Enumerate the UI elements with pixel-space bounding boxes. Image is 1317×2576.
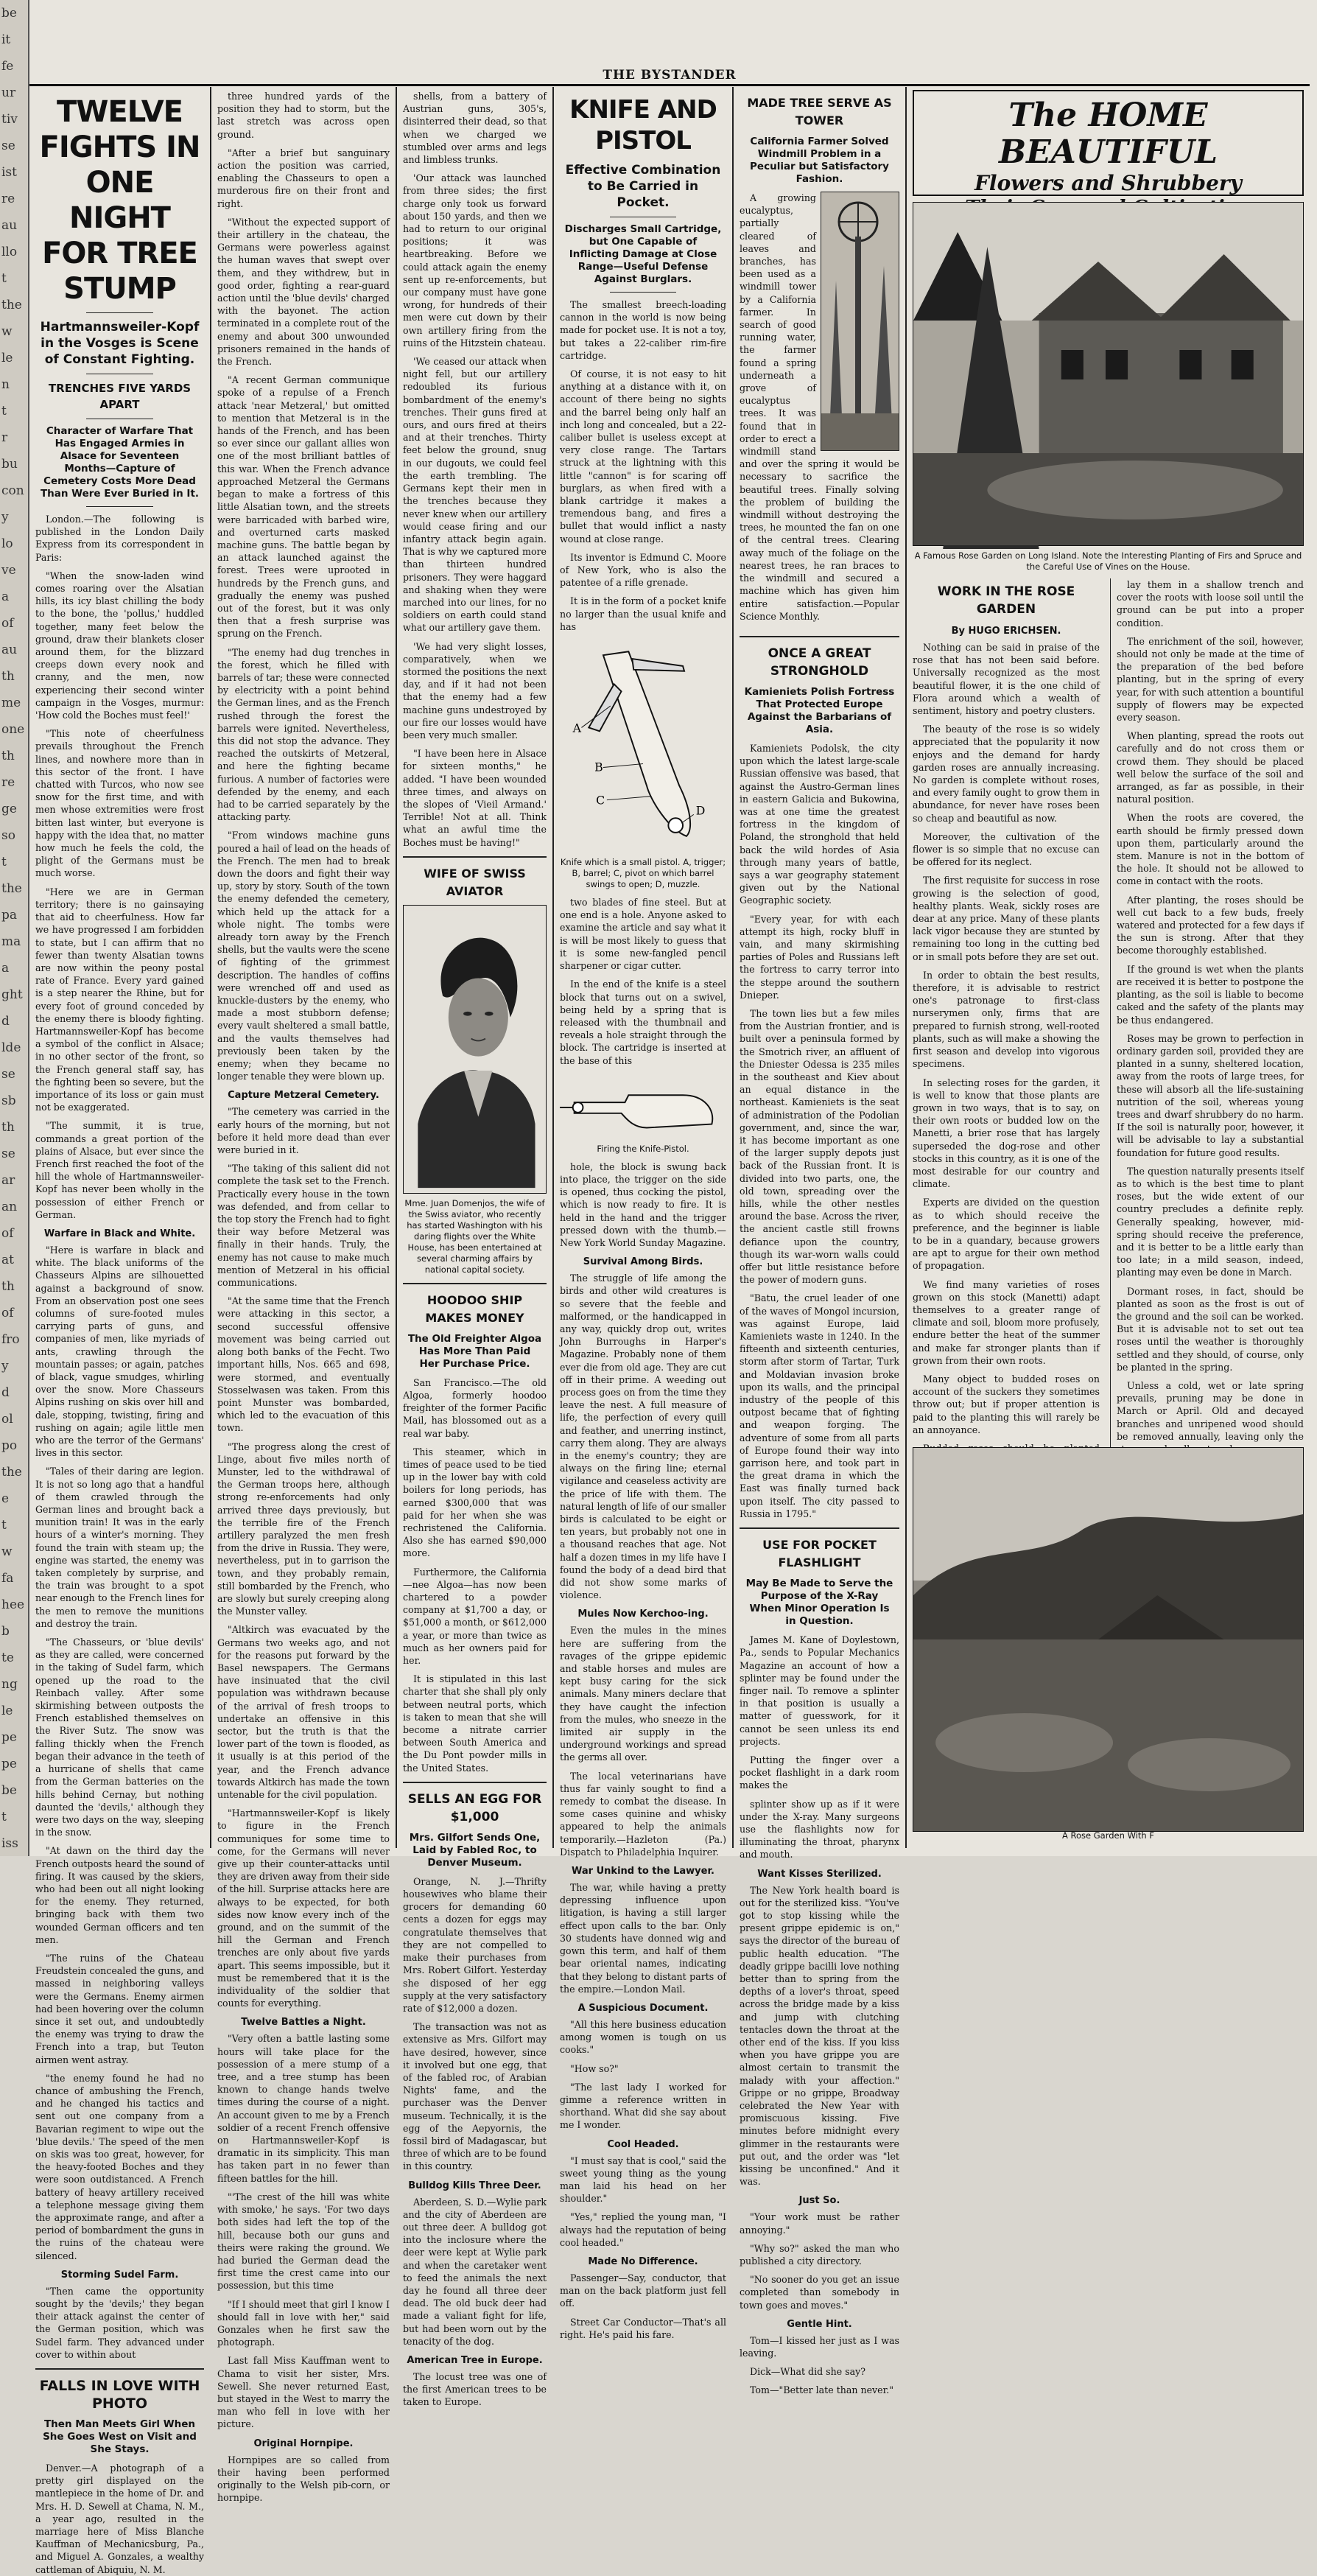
edge-fragment: se	[1, 139, 15, 153]
paragraph: London.—The following is published in the London Daily Express from its correspondent in Paris:	[35, 514, 204, 563]
paragraph: "The progress along the crest of Linge, about five miles north of Munster, led to the withdrawal of the German troops here, although strong re-enforcements had only arrived three days previously, but the terrible fire of the French artillery paralyzed the men fresh from the drive in Russia. They were, nevertheless, put in to garrison the town, and they probably remain, still bombarded by the French, who are slowly but surely creeping along the Munster valley.	[217, 1441, 390, 1617]
figure-label-a: A	[572, 721, 582, 735]
edge-fragment: the	[1, 1465, 22, 1480]
divider	[403, 856, 547, 858]
hand-illustration	[560, 1073, 726, 1139]
paragraph: splinter show up as if it were under the X-ray. Many surgeons use the flashlights now for illuminating the throat, pharynx and mouth.	[740, 1798, 899, 1861]
paragraph: "Very often a battle lasting some hours will take place for the possession of a mere stump of a tree, and a tree stump has been known to change hands twelve times during the course of a night. An account given to me by a French soldier of a recent French offensive on Hartmannsweiler-Kopf is dramatic in its simplicity. This man has taken part in no fewer than fifteen battles for the hill.	[217, 2033, 390, 2184]
article-body	[740, 1884, 899, 2188]
portrait-illustration	[404, 906, 546, 1193]
edge-fragment: be	[1, 1783, 17, 1798]
edge-fragment: it	[1, 32, 11, 47]
edge-fragment: th	[1, 1120, 15, 1135]
edge-fragment: pe	[1, 1757, 17, 1771]
edge-fragment: re	[1, 192, 15, 206]
article-body	[560, 1161, 726, 1249]
article-body	[560, 298, 726, 633]
paragraph: "If I should meet that girl I know I should fall in love with her," said Gonzales when he first saw the photograph.	[217, 2298, 390, 2348]
headline-knife-and-pistol: KNIFE AND PISTOL	[569, 95, 717, 155]
subhead-kisses: Want Kisses Sterilized.	[757, 1868, 882, 1880]
paragraph: lay them in a shallow trench and cover the roots with loose soil until the ground can be put into a proper condition.	[1117, 579, 1304, 629]
banner-subtitle: Flowers and Shrubbery	[974, 171, 1242, 195]
paragraph: Putting the finger over a pocket flashlight in a dark room makes the	[740, 1754, 899, 1791]
paragraph: "At the same time that the French were attacking in this sector, a second successful offensive movement was being carried out along both banks of the Fecht. Two important hills, Nos. 665 and 698, were stormed, and eventually Stosselwasen was taken. From this point Munster was bombarded, which led to the evacuation of this town.	[217, 1295, 390, 1434]
rose-garden-photo	[913, 202, 1304, 546]
house-garden-illustration	[913, 203, 1303, 545]
paragraph: Dormant roses, in fact, should be planted as soon as the frost is out of the ground and the soil can be worked. But it is advisable not to set out tea roses until the weather is thoroughly settled and they should, of course, only be planted in the spring.	[1117, 1285, 1304, 1373]
paragraph: In selecting roses for the garden, it is well to know that those plants are grown in two ways, that is to say, on their own roots or budded low on the Manetti, a brier rose that has largely superseded the dog-rose and other stocks in this country, as it is one of the most desirable for our country and climate.	[913, 1077, 1100, 1190]
figure-label-c: C	[596, 793, 605, 808]
paragraph: Hornpipes are so called from their having been performed originally to the Welsh pib-corn, or hornpipe.	[217, 2454, 390, 2504]
edge-fragment: sb	[1, 1093, 16, 1108]
subhead-american-tree: American Tree in Europe.	[407, 2354, 543, 2366]
article-body	[740, 742, 899, 1520]
paragraph: The New York health board is out for the sterilized kiss. "You've got to stop kissing while the present grippe epidemic is on," says the director of the bureau of public health education. "The deadly grippe bacilli love nothing better than to spring from the depths of a lover's throat, speed across the bridge made by a kiss and jump with clutching tentacles down the throat at the other end of the kiss. If you kiss when you have grippe you are almost certain to transmit the malady with your affection." Grippe or no grippe, Broadway celebrated the New Year with promiscuous kissing. Five minutes before midnight every glimmer in the restaurants were put out, and the order was "let kissing be unconfined." And it was.	[740, 1884, 899, 2188]
edge-fragment: t	[1, 855, 7, 869]
edge-fragment: lde	[1, 1040, 21, 1055]
edge-fragment: ma	[1, 934, 21, 949]
article-body	[560, 1881, 726, 1995]
paragraph: "the enemy found he had no chance of ambushing the French, and he changed his tactics and sent out one company from a Bavarian regiment to wipe out the 'blue devils.' The speed of the men on skis was too great, however, for the heavy-footed Boches and they were soon outdistanced. A French battery of heavy artillery received a telephone message giving them the approximate range, and after a period of bombardment the guns in the ruins of the chateau were silenced.	[35, 2072, 204, 2261]
paragraph: The town lies but a few miles from the Austrian frontier, and is built over a peninsula formed by the Smotrich river, an affluent of the Dniester Odessa is 235 miles in the southeast and Kiev about an equal distance in the northeast. Kamieniets is the seat of administration of the Podolian government, and, since the war, it has become important as one of the larger supply depots just back of the Russian front. It is divided into two parts, one, the old town, spreading over the hills, while the other nestles around the base. Across the river, the ancient castle still frowns defiance upon the country, though its war-worn walls could offer but little resistance before the power of modern guns.	[740, 1007, 899, 1286]
paragraph: A growing eucalyptus, partially cleared of leaves and branches, has been used as a windmill tower by a California farmer. In search of good running water, the farmer found a spring underneath a grove of eucalyptus trees. It was found that in order to erect a windmill stand and over the spring it would be necessary to sacrifice the beautiful trees. Finally solving the problem of building the windmill without destroying the trees, he mounted the fan on one of the central trees. Clearing away much of the foliage on the nearest trees, he ran braces to the windmill and secured a machine which has given him entire satisfaction.—Popular Science Monthly.	[740, 192, 899, 622]
article-body	[740, 2211, 899, 2311]
article-body	[403, 1376, 547, 1774]
divider	[86, 312, 154, 313]
edge-fragment: th	[1, 1279, 15, 1294]
paragraph: Dick—What did she say?	[750, 2366, 866, 2378]
paragraph: Furthermore, the California—nee Algoa—has now been chartered to a powder company at $1,700 a day, or $51,000 a month, or $612,000 a year, or more than twice as much as her owners paid for her.	[403, 1566, 547, 1667]
edge-fragment: le	[1, 1704, 13, 1718]
edge-fragment: w	[1, 324, 13, 339]
edge-fragment: fe	[1, 59, 14, 74]
article-body	[35, 2462, 204, 2576]
edge-fragment: fa	[1, 1571, 14, 1586]
paragraph: Even the mules in the mines here are suffering from the ravages of the grippe epidemic and stable horses and mules are kept busy caring for the sick animals. Many miners declare that they have caught the infection from the mules, who sneeze in the limited air supply in the underground workings and spread the germs all over.	[560, 1625, 726, 1763]
edge-fragment: pe	[1, 1730, 17, 1745]
paragraph: Last fall Miss Kauffman went to Chama to visit her sister, Mrs. Sewell. She never returned East, but stayed in the West to marry the man who fell in love with her picture.	[217, 2355, 390, 2430]
paragraph: This steamer, which in times of peace used to be tied up in the lower bay with cold boilers for long periods, has earned $300,000 that was paid for her when she was rechristened the California. Also she has earned $90,000 more.	[403, 1446, 547, 1559]
edge-fragment: t	[1, 271, 7, 286]
paragraph: "The Chasseurs, or 'blue devils' as they are called, were concerned in the taking of Sudel farm, which opened up the road to the Reinbach valley. After some skirmishing between outposts the French established themselves on the River Sutz. The snow was falling thickly when the French began their advance in the teeth of a hurricane of shells that came from the German batteries on the hills behind Cernay, but nothing daunted the 'devils,' although they were two days on the way, sleeping in the snow.	[35, 1637, 204, 1838]
paragraph: The struggle of life among the birds and other wild creatures is so severe that the feeble and malformed, or the handicapped in any way, quickly drop out, writes John Burroughs in Harper's Magazine. Probably none of them ever die from old age. They are cut off in their prime. A weeding out process goes on from the time they leave the nest. A full measure of life, the perfection of every quill and feather, and unerring instinct, carry them along. They are always in the enemy's country; they are always on the firing line; eternal vigilance and ceaseless activity are the price of life with them. The natural length of life of our smaller birds is calculated to be eight or ten years, but probably not one in a thousand reaches that age. Not half a dozen times in my life have I found the body of a dead bird that did not show some marks of violence.	[560, 1273, 726, 1601]
paragraph: hole, the block is swung back into place, the trigger on the side is opened, thus cocking the pistol, which is now ready to fire. It is held in the hand and the trigger pressed down with the thumb.—New York World Sunday Magazine.	[560, 1161, 726, 1248]
paragraph: "Batu, the cruel leader of one of the waves of Mongol incursion, was against Europe, laid Kamieniets waste in 1240. In the fifteenth and sixteenth centuries, storm after storm of Tartar, Turk and Moldavian invasion broke upon its walls, and the principal industry of the people of this outpost became that of fighting and weapon forging. The adventure of some from all parts of Europe found their way into garrison here, and took part in the great drama in which the East was finally turned back upon itself. The city passed to Russia in 1795."	[740, 1292, 899, 1519]
garden-illustration	[913, 1448, 1303, 1831]
paragraph: Tom—"Better late than never."	[750, 2384, 894, 2396]
edge-fragment: th	[1, 669, 15, 684]
edge-fragment: of	[1, 616, 14, 631]
edge-fragment: au	[1, 218, 18, 233]
paragraph: Aberdeen, S. D.—Wylie park and the city of Aberdeen are out three deer. A bulldog got into the inclosure where the deer were kept at Wylie park and when the caretaker went to feed the animals the next day he found all three deer dead. The old buck deer had made a valiant fight for life, but had been worn out by the tenacity of the dog.	[403, 2196, 547, 2347]
edge-fragment: t	[1, 1518, 7, 1533]
paragraph: Denver.—A photograph of a pretty girl displayed on the mantlepiece in the home of Dr. and Mrs. H. D. Sewell at Chama, N. M., a year ago, resulted in the marriage here of Miss Blanche Kauffman of Mechanicsburg, Pa., and Miguel A. Gonzales, a wealthy cattleman of Abiquiu, N. M.	[35, 2463, 204, 2575]
edge-fragment: iss	[1, 1836, 18, 1851]
edge-fragment: of	[1, 1306, 14, 1320]
paragraph: three hundred yards of the position they had to storm, but the last stretch was across open ground.	[217, 91, 390, 140]
paragraph: "The enemy had dug trenches in the forest, which he filled with barrels of tar; these were connected by electricity with a point behind the German lines, and as the French rushed through the forest the barrels were ignited. Nevertheless, this did not stop the advance. They reached the outskirts of Metzeral, and here the fighting became furious. A number of factories were defended by the enemy, and each had to be carried separately by the attacking party.	[217, 646, 390, 823]
deck2-knife-and-pistol: Discharges Small Cartridge, but One Capable of Inflicting Damage at Close Range—Useful Defense Against Burglars.	[564, 223, 722, 285]
subhead-just-so: Just So.	[798, 2195, 840, 2207]
divider	[86, 506, 154, 507]
paragraph: The local veterinarians have thus far vainly sought to find a remedy to combat the disease. In some cases quinine and whisky appeared to help the animals temporarily.—Hazleton (Pa.) Dispatch to Philadelphia Inquirer.	[560, 1770, 726, 1858]
edge-fragment: e	[1, 1491, 10, 1506]
paragraph: "The summit, it is true, commands a great portion of the plains of Alsace, but ever since the French first reached the foot of the hill the whole of Hartmannsweiler-Kopf has never been wholly in the possession of either French or German.	[35, 1120, 204, 1220]
edge-fragment: at	[1, 1253, 14, 1267]
knife-pistol-figure	[560, 639, 726, 853]
article-body	[560, 2018, 726, 2132]
paragraph: "A recent German communique spoke of a repulse of a French attack 'near Metzeral,' but omitted to mention that Metzeral is in the hands of the French, and has been so ever since our gallant allies won one of the most brilliant battles of this war. When the French advance approached Metzeral the Germans began to make a fortress of this little Alsatian town, and the streets were barricaded with barbed wire, and overturned carts masked machine guns. The battle began by an attack launched against the forest. Trees were uprooted in hundreds by the French guns, and gradually the enemy was pushed out of the forest, but it was only then that a fresh surprise was sprung on the French.	[217, 374, 390, 640]
firing-figure	[560, 1073, 726, 1139]
paragraph: two blades of fine steel. But at one end is a hole. Anyone asked to examine the article and say what it is will be most likely to guess that it is some new-fangled pencil sharpener or cigar cutter.	[560, 897, 726, 972]
subhead-storming: Storming Sudel Farm.	[60, 2269, 179, 2281]
edge-fragment: so	[1, 828, 15, 843]
paragraph: "All this here business education among women is tough on us cooks."	[560, 2018, 726, 2056]
edge-fragment: ve	[1, 563, 16, 578]
headline-falls-in-love: FALLS IN LOVE WITH PHOTO	[39, 2378, 200, 2412]
paragraph: James M. Kane of Doylestown, Pa., sends to Popular Mechanics Magazine an account of how a splinter may be found under the finger nail. To remove a splinter in that position is usually a matter of guesswork, for it cannot be seen unless its end projects.	[740, 1634, 899, 1747]
rose-garden-caption: A Famous Rose Garden on Long Island. Note the Interesting Planting of Firs and Spruce and the Careful Use of Vines on the House.	[914, 550, 1302, 572]
divider	[403, 1283, 547, 1284]
paragraph: If the ground is wet when the plants are received it is better to postpone the planting, as the soil is liable to become caked and the safety of the plants may be thus endangered.	[1117, 963, 1304, 1026]
paragraph: The transaction was not as extensive as Mrs. Gilfort may have desired, however, since it involved but one egg, that of the fabled roc, of Arabian Nights' fame, and the purchaser was the Denver museum. Technically, it is the egg of the Aepyornis, the fossil bird of Madagascar, but three of which are to be found in this country.	[403, 2021, 547, 2172]
headline-flashlight: USE FOR POCKET FLASHLIGHT	[762, 1538, 877, 1570]
column-3	[397, 87, 554, 2408]
paragraph: 'We had very slight losses, comparatively, when we stormed the positions the next day, and if it had not been that the enemy had a few machine guns undestroyed by our fire our losses would have been very much smaller.	[403, 640, 547, 741]
column-1	[29, 87, 211, 2575]
edge-fragment: of	[1, 1226, 14, 1241]
paragraph: Street Car Conductor—That's all right. He's paid his fare.	[560, 2316, 726, 2340]
knife-pistol-illustration	[560, 639, 726, 853]
paragraph: "Yes," replied the young man, "I always had the reputation of being cool headed."	[560, 2211, 726, 2248]
paragraph: Unless a cold, wet or late spring prevails, pruning may be done in March or April. Old and decayed branches and unripened wood should be removed annually, leaving only the	[1117, 1379, 1304, 1442]
subhead-warfare: Warfare in Black and White.	[43, 1228, 196, 1239]
edge-fragment: fro	[1, 1332, 20, 1347]
knife-figure-caption: Knife which is a small pistol. A, trigger; B, barrel; C, pivot on which barrel swings to open; D, muzzle.	[560, 857, 726, 890]
edge-fragment: one	[1, 722, 25, 737]
rose-garden-photo-2	[913, 1447, 1304, 1832]
paragraph: Roses may be grown to perfection in ordinary garden soil, provided they are planted in a sunny, sheltered location, away from the roots of large trees, for these will absorb all the life-sustaining nutrition of the soil, whereas young trees and dwarf shrubbery do no harm. If the soil is naturally poor, however, it will be advisable to lay a substantial foundation for future good results.	[1117, 1032, 1304, 1158]
subhead-suspicious: A Suspicious Document.	[577, 2002, 709, 2014]
paragraph: "'The crest of the hill was white with smoke,' he says. 'For two days both sides had left the top of the hill, because both our guns and theirs were raking the ground. We had buried the German dead the first time the crest came into our possession, but this time	[217, 2191, 390, 2292]
article-body	[217, 2032, 390, 2430]
rose-garden-2-caption: A Rose Garden With F	[1062, 1830, 1154, 1841]
paragraph: "Every year, for with each attempt its high, rocky bluff in vain, and many skirmishing parties of Poles and Russians left the fortress to carry terror into the steppe around the southern Dnieper.	[740, 913, 899, 1001]
adjacent-page-edge	[0, 0, 29, 1856]
paragraph: shells, from a battery of Austrian guns, 305's, disinterred their dead, so that when we charged we stumbled over arms and legs and limbless trunks.	[403, 91, 547, 166]
edge-fragment: w	[1, 1544, 13, 1559]
paragraph: "Then came the opportunity sought by the 'devils;' they began their attack against the center of the German position, which was Sudel farm. They advanced under cover to within about	[35, 2285, 204, 2360]
windmill-illustration	[821, 192, 899, 450]
article-body	[217, 2454, 390, 2505]
paragraph: "The last lady I worked for gimme a reference written in shorthand. What did she say about me I wonder.	[560, 2081, 726, 2131]
banner-title: The HOME BEAUTIFUL	[998, 97, 1218, 171]
paragraph: Orange, N. J.—Thrifty housewives who blame their grocers for demanding 60 cents a dozen for eggs may congratulate themselves that they are not compelled to make their purchases from Mrs. Robert Gilfort. Yesterday she disposed of her egg supply at the very satisfactory rate of $12,000 a dozen.	[403, 1875, 547, 2014]
subhead-trenches: TRENCHES FIVE YARDS APART	[48, 382, 192, 411]
article-body	[560, 1624, 726, 1858]
paragraph: Its inventor is Edmund C. Moore of New York, who is also the patentee of a rifle grenade.	[560, 551, 726, 589]
paragraph: 'Our attack was launched from three sides; the first charge only took us forward about 150 yards, and then we had to return to our original positions; it was heartbreaking. Before we could attack again the enemy sent up re-enforcements, but our company must have gone wrong, for hundreds of their men were cut down by their own artillery firing from the ruins of the Hitzstein chateau.	[403, 172, 547, 349]
edge-fragment: me	[1, 696, 21, 710]
paragraph: San Francisco.—The old Algoa, formerly hoodoo freighter of the former Pacific Mail, has blossomed out as a real war baby.	[403, 1376, 547, 1439]
article-body	[560, 896, 726, 1067]
figure-label-d: D	[695, 803, 706, 818]
subhead-mules: Mules Now Kerchoo-ing.	[577, 1609, 709, 1620]
paragraph: "Tales of their daring are legion. It is not so long ago that a handful of them crawled through the German lines and brought back a munition train! It was in the early hours of a winter's morning. They found the train with steam up; the engine was started, the enemy was taken completely by surprise, and the train was brought to a spot near enough to the French lines for the men to remove the munitions and destroy the train.	[35, 1466, 204, 1629]
edge-fragment: a	[1, 589, 10, 604]
paragraph: "No sooner do you get an issue completed than somebody in town goes and moves."	[740, 2274, 899, 2311]
edge-fragment: d	[1, 1385, 10, 1400]
portrait-photo	[403, 905, 547, 1194]
paragraph: "How so?"	[570, 2062, 619, 2074]
paragraph: Kamieniets Podolsk, the city upon which the latest large-scale Russian offensive was based, that against the Austro-German lines in eastern Galicia and Bukowina, was at one time the greatest fortress in the kingdom of Poland, the stronghold that held back the wild hordes of Asia through many years of battle, says a war geography statement given out by the National Geographic society.	[740, 742, 899, 906]
paragraph: The enrichment of the soil, however, should not only be made at the time of the preparation of the bed before planting, but in the spring of every year, for with such attention a bountiful supply of flowers may be expected every season.	[1117, 635, 1304, 724]
paragraph: The question naturally presents itself as to which is the best time to plant roses, but the wide extent of our country precludes a definite reply. Generally speaking, however, mid-spring should receive the preference, and it is better to be a little early than too late; in a mild season, indeed, planting may even be done in March.	[1117, 1165, 1304, 1278]
paragraph: "When the snow-laden wind comes roaring over the Alsatian hills, its icy blast chilling the body to the bone, the 'pollus,' huddled together, many feet below the ground, draw their blankets closer around them, for the blizzard creeps down every nook and cranny, and the men, now experiencing their second winter campaign in the Vosges, murmur: 'How cold the Boches must feel!'	[35, 570, 204, 721]
deck-knife-and-pistol: Effective Combination to Be Carried in Pocket.	[565, 163, 721, 210]
subhead-hornpipe: Original Hornpipe.	[253, 2437, 354, 2449]
article-body	[403, 2370, 547, 2409]
edge-fragment: ist	[1, 165, 17, 180]
paragraph: It is in the form of a pocket knife no larger than the usual knife and has	[560, 595, 726, 632]
headline-sells-egg: SELLS AN EGG FOR $1,000	[407, 1791, 542, 1824]
edge-fragment: le	[1, 351, 13, 365]
paragraph: "Here we are in German territory; there is no gainsaying that aid to cheerfulness. How far we have progressed I am forbidden to state, but I can affirm that no fewer than twenty Alsatian towns are now within the peony postal rate of France. Every yard gained is a step nearer the Rhine, but for every foot of ground conceded by the enemy there is bloody fighting. Hartmannsweiler-Kopf has become a symbol of the conflict in Alsace; in no other sector of the front, so the French general staff say, has the fighting been so severe, but the importance of its loss or gain must not be exaggerated.	[35, 886, 204, 1113]
edge-fragment: the	[1, 298, 22, 312]
edge-fragment: n	[1, 377, 10, 392]
paragraph: 'We ceased our attack when night fell, but our artillery redoubled its furious bombardment of the enemy's trenches. Their guns fired at ours, and ours fired at theirs and at their trenches. Thirty feet below the ground, snug in our dugouts, we could feel the earth trembling. The Germans kept their men in the trenches because they never knew when our artillery would cease firing and our infantry attack begin again. That is why we captured more than thirteen hundred prisoners. They were haggard and shaking when they were marched into our lines, for no soldiers on earth could stand what our artillery gave them.	[403, 356, 547, 634]
edge-fragment: r	[1, 430, 8, 445]
paragraph: "This note of cheerfulness prevails throughout the French lines, and nowhere more than in this sector of the front. I have chatted with Turcos, who now see snow for the first time, and with men whose extremities were frost bitten last winter, but everyone is happy with the idea that, no matter how much he feels the cold, the plight of the Germans must be much worse.	[35, 728, 204, 879]
article-body	[1117, 578, 1304, 1455]
paragraph: "The ruins of the Chateau Freudstein concealed the guns, and massed in neighboring valleys were the Germans. Enemy airmen had been hovering over the column since it set out, and undoubtedly the enemy was trying to draw the French into a trap, but Teuton airmen went astray.	[35, 1952, 204, 2065]
headline-wife-of-aviator: WIFE OF SWISS AVIATOR	[424, 866, 526, 898]
article-body	[740, 1634, 899, 1861]
paragraph: We find many varieties of roses grown on this stock (Manetti) adapt themselves to a greater range of climate and soil, bloom more profusely, endure better the heat of the summer and make far stronger plants than if grown from their own roots.	[913, 1278, 1100, 1366]
edge-fragment: b	[1, 1624, 10, 1639]
edge-fragment: hee	[1, 1597, 25, 1612]
edge-fragment: ar	[1, 1173, 15, 1188]
article-body	[560, 1272, 726, 1601]
paragraph: "Why so?" asked the man who published a city directory.	[740, 2242, 899, 2267]
article-body	[403, 90, 547, 849]
deck-hartmannsweiler: Hartmannsweiler-Kopf in the Vosges is Scene of Constant Fighting.	[40, 320, 200, 367]
edge-fragment: llo	[1, 245, 18, 259]
edge-fragment: se	[1, 1067, 15, 1082]
edge-fragment: ng	[1, 1677, 18, 1692]
firing-caption: Firing the Knife-Pistol.	[597, 1143, 689, 1154]
subhead-survival: Survival Among Birds.	[583, 1256, 703, 1268]
paragraph: The smallest breech-loading cannon in the world is now being made for pocket use. It is not a toy, but takes a 22-caliber rim-fire cartridge.	[560, 299, 726, 361]
subhead-twelve-battles: Twelve Battles a Night.	[241, 2017, 366, 2029]
edge-fragment: se	[1, 1147, 15, 1161]
subhead-gentle-hint: Gentle Hint.	[787, 2318, 852, 2330]
deck-tree-tower: California Farmer Solved Windmill Problem in a Peculiar but Satisfactory Fashion.	[750, 136, 889, 185]
paragraph: "I must say that is cool," said the sweet young thing as the young man laid his head on her shoulder."	[560, 2155, 726, 2205]
paragraph: Experts are divided on the question as to which should receive the preference, and the beginner is liable to be in a quandary, because growers are apt to argue for their own method of propagation.	[913, 1197, 1100, 1272]
paragraph: In order to obtain the best results, therefore, it is advisable to restrict one's patronage to first-class nurserymen only, firms that are prepared to furnish strong, well-rooted plants, such as will make a showing the first season and develop into vigorous specimens.	[913, 969, 1100, 1070]
paragraph: "After a brief but sanguinary action the position was carried, enabling the Chasseurs to open a murderous fire on their front and right.	[217, 147, 390, 209]
paragraph: "The taking of this salient did not complete the task set to the French. Practically every house in the town was defended, and from cellar to the top story the French had to fight their way before Metzeral was finally in their hands. Truly, the enemy has not cause to make much mention of Metzeral in his official communications.	[217, 1163, 390, 1289]
paragraph: "Here is warfare in black and white. The black uniforms of the Chasseurs Alpins are silhouetted against a background of snow. From an observation post one sees columns of sure-footed mules carrying parts of guns, and companies of men, like myriads of ants, crawling through the mountain passes; or again, patches of black, vague smudges, whirling over the snow. More Chasseurs Alpins rushing on skis over hill and dale, stopping, twisting, firing and rushing on again; agile little men who are the terror of the Germans' lives in this sector.	[35, 1244, 204, 1459]
edge-fragment: y	[1, 510, 9, 525]
edge-fragment: t	[1, 404, 7, 419]
paragraph: The war, while having a pretty depressing influence upon litigation, is having a still larger effect upon calls to the bar. Only 30 students have donned wig and gown this term, and half of them bear oriental names, indicating that they belong to distant parts of the empire.—London Mail.	[560, 1882, 726, 1995]
edge-fragment: be	[1, 6, 17, 21]
deck-stronghold: Kamieniets Polish Fortress That Protected Europe Against the Barbarians of Asia.	[744, 685, 895, 735]
figure-label-b: B	[594, 760, 603, 774]
headline-rose-garden: WORK IN THE ROSE GARDEN	[937, 584, 1075, 617]
divider	[403, 1782, 547, 1783]
subhead-metzeral: Capture Metzeral Cemetery.	[228, 1090, 379, 1102]
paragraph: Many object to budded roses on account of the suckers they sometimes throw out; but if proper attention is paid to the planting this will rarely be an annoyance.	[913, 1373, 1100, 1435]
edge-fragment: ol	[1, 1412, 13, 1427]
headline-hoodoo-ship: HOODOO SHIP MAKES MONEY	[425, 1292, 524, 1325]
paragraph: After planting, the roses should be well cut back to a few buds, freely watered and protected for a few days if the sun is strong. After that they become thoroughly established.	[1117, 894, 1304, 956]
home-beautiful-banner	[913, 90, 1304, 196]
paragraph: Passenger—Say, conductor, that man on the back platform just fell off.	[560, 2272, 726, 2309]
paragraph: "Altkirch was evacuated by the Germans two weeks ago, and not for the reasons put forward by the Basel newspapers. The Germans have insinuated that the civil population was withdrawn because of the arrival of fresh troops to undertake an offensive in this sector, but the truth is that the lower part of the town is flooded, as it usually is at this period of the year, and the French advance towards Altkirch has made the town untenable for the civil population.	[217, 1624, 390, 1800]
paragraph: "From windows machine guns poured a hail of lead on the heads of the French. The men had to break down the doors and fight their way up, story by story. South of the town the enemy defended the cemetery, which held up the attack for a whole night. The tombs were already torn away by the French shells, but the vaults were the scene of fighting of the grimmest description. The handles of coffins were wrenched off and used as knuckle-dusters by the enemy, who made a most stubborn defense; every vault sheltered a small battle, and the vaults themselves had previously been taken by the enemy; when they became no longer tenable they were blown up.	[217, 830, 390, 1082]
edge-fragment: pa	[1, 908, 18, 923]
edge-fragment: d	[1, 1014, 10, 1029]
edge-fragment: con	[1, 483, 24, 498]
edge-fragment: po	[1, 1438, 18, 1453]
divider	[740, 636, 899, 637]
edge-fragment: re	[1, 775, 15, 790]
paragraph: "I have been here in Alsace for sixteen months," he added. "I have been wounded three times, and always on the slopes of 'Vieil Armand.' Terrible! Not at all. Think what an awful time the Boches must be having!"	[403, 748, 547, 848]
headline-twelve-fights: TWELVE FIGHTS IN ONE NIGHT FOR TREE STUMP	[39, 95, 200, 306]
edge-fragment: t	[1, 1810, 7, 1824]
paragraph: The first requisite for success in rose growing is the selection of good, healthy plants. Weak, sickly roses are dear at any price. Many of these plants lack vigor because they are stunted by remaining too long in the cutting bed or in small pots before they are set out.	[913, 875, 1100, 962]
paragraph: The locust tree was one of the first American trees to be taken to Europe.	[403, 2370, 547, 2408]
paragraph: Moreover, the cultivation of the flower is so simple that no excuse can be offered for its neglect.	[913, 830, 1100, 868]
column-2	[211, 87, 397, 2504]
article-body	[217, 1105, 390, 2009]
paragraph: "Hartmannsweiler-Kopf is likely to figure in the French communiques for some time to come, for the Germans will never give up their counter-attacks until they are driven away from their side of the hill. Surprise attacks here are always to be expected, for both sides now know every inch of the ground, and on the summit of the hill the German and French trenches are only about five yards apart. This seems impossible, but it must be remembered that it is the individuality of the soldier that counts for everything.	[217, 1807, 390, 2009]
headline-tree-tower: MADE TREE SERVE AS TOWER	[747, 96, 892, 127]
paragraph: Of course, it is not easy to hit anything at a distance with it, on account of there being no sights and the barrel being only half an inch long and concealed, but a 22-caliber bullet is useless except at very close range. The Tartars struck at the lightning with this little "cannon" is for scaring off burglars, as when fired with a blank cartridge it makes a tremendous bang, and fires a bullet that would inflict a nasty wound at close range.	[560, 368, 726, 545]
divider	[740, 1527, 899, 1529]
article-body	[35, 513, 204, 1221]
deck-falls-in-love: Then Man Meets Girl When She Goes West on Visit and She Stays.	[43, 2418, 197, 2456]
column-5	[734, 87, 907, 2396]
edge-fragment: bu	[1, 457, 18, 472]
edge-fragment: lo	[1, 536, 13, 551]
deck-hoodoo-ship: The Old Freighter Algoa Has More Than Paid Her Purchase Price.	[407, 1332, 542, 1370]
edge-fragment: tiv	[1, 112, 18, 127]
edge-fragment: au	[1, 643, 18, 657]
edge-fragment: an	[1, 1200, 18, 1214]
deck-sells-egg: Mrs. Gilfort Sends One, Laid by Fabled Roc, to Denver Museum.	[409, 1831, 541, 1869]
edge-fragment: te	[1, 1651, 14, 1665]
article-body	[403, 2196, 547, 2348]
subhead-no-difference: Made No Difference.	[588, 2255, 698, 2267]
deck-character-of-warfare: Character of Warfare That Has Engaged Armies in Alsace for Seventeen Months—Capture of Cemetery Costs More Dead Than Were Ever Buried in It.	[40, 425, 200, 500]
masthead: THE BYSTANDER	[29, 68, 1310, 86]
paragraph: Nothing can be said in praise of the rose that has not been said before. Universally recognized as the most beautiful flower, it is the one child of Flora around which a wealth of sentiment, history and poetry clusters.	[913, 642, 1100, 717]
paragraph: The beauty of the rose is so widely appreciated that the popularity it now enjoys and the demand for hardy garden roses are annually increasing. No garden is complete without roses, and every family ought to grow them in abundance, for never have roses been so cheap and beautiful as now.	[913, 724, 1100, 824]
divider	[610, 292, 676, 293]
subhead-cool-headed: Cool Headed.	[607, 2138, 679, 2150]
paragraph: "At dawn on the third day the French outposts heard the sound of firing. It was caused by the skiers, who had been out all night looking for the enemy. They returned, bringing back with them two wounded German officers and ten men.	[35, 1845, 204, 1945]
article-body	[740, 2334, 899, 2397]
paragraph: "Your work must be rather annoying."	[740, 2211, 899, 2236]
article-body	[403, 1875, 547, 2173]
edge-fragment: ge	[1, 802, 17, 816]
paragraph: When the roots are covered, the earth should be firmly pressed down upon them, particularly around the stem. Manure is not in the bottom of the hole. It should not be allowed to come in contact with the roots.	[1117, 812, 1304, 887]
article-body	[560, 2155, 726, 2249]
edge-fragment: the	[1, 881, 22, 896]
paragraph: "The cemetery was carried in the early hours of the morning, but not before it held more dead than ever were buried in it.	[217, 1106, 390, 1156]
edge-fragment: y	[1, 1359, 9, 1373]
deck-flashlight: May Be Made to Serve the Purpose of the X-Ray When Minor Operation Is in Question.	[745, 1578, 893, 1628]
paragraph: In the end of the knife is a steel block that turns out on a swivel, being held by a spring that is released with the thumbnail and reveals a hole straight through the block. The cartridge is inserted at the base of this	[560, 979, 726, 1066]
edge-fragment: th	[1, 749, 15, 763]
paragraph: "Without the expected support of their artillery in the chateau, the Germans were powerless against the human waves that swept over them, and they withdrew, but in good order, fighting a rear-guard action until the 'blue devils' charged with the bayonet. The action terminated in a complete rout of the enemy and about 300 unwounded prisoners remained in the hands of the French.	[217, 216, 390, 368]
subhead-war-unkind: War Unkind to the Lawyer.	[572, 1866, 714, 1877]
portrait-caption: Mme. Juan Domenjos, the wife of the Swiss aviator, who recently has started Washington with his daring flights over the White House, has been entertained at several charming affairs by national capital society.	[404, 1197, 545, 1275]
column-4	[554, 87, 734, 2340]
paragraph: When planting, spread the roots out carefully and do not cross them or crowd them. They should be placed well below the surface of the soil and arranged, as far as possible, in their natural position.	[1117, 730, 1304, 805]
article-body	[217, 90, 390, 1082]
column-6	[907, 87, 1310, 1848]
article-body	[35, 1244, 204, 2262]
paragraph: Tom—I kissed her just as I was leaving.	[740, 2334, 899, 2359]
article-body	[560, 2272, 726, 2341]
paragraph: It is stipulated in this last charter that she shall ply only between neutral ports, which is taken to mean that she will become a nitrate carrier between South America and the Du Pont powder mills in the United States.	[403, 1673, 547, 1774]
article-body	[35, 2285, 204, 2361]
divider	[35, 2368, 204, 2370]
subhead-bulldog: Bulldog Kills Three Deer.	[408, 2180, 541, 2191]
edge-fragment: ght	[1, 987, 23, 1002]
edge-fragment: ur	[1, 85, 16, 100]
headline-stronghold: ONCE A GREAT STRONGHOLD	[768, 645, 871, 679]
windmill-tree-photo	[821, 192, 899, 451]
byline: By HUGO ERICHSEN.	[951, 626, 1061, 637]
edge-fragment: a	[1, 961, 10, 976]
